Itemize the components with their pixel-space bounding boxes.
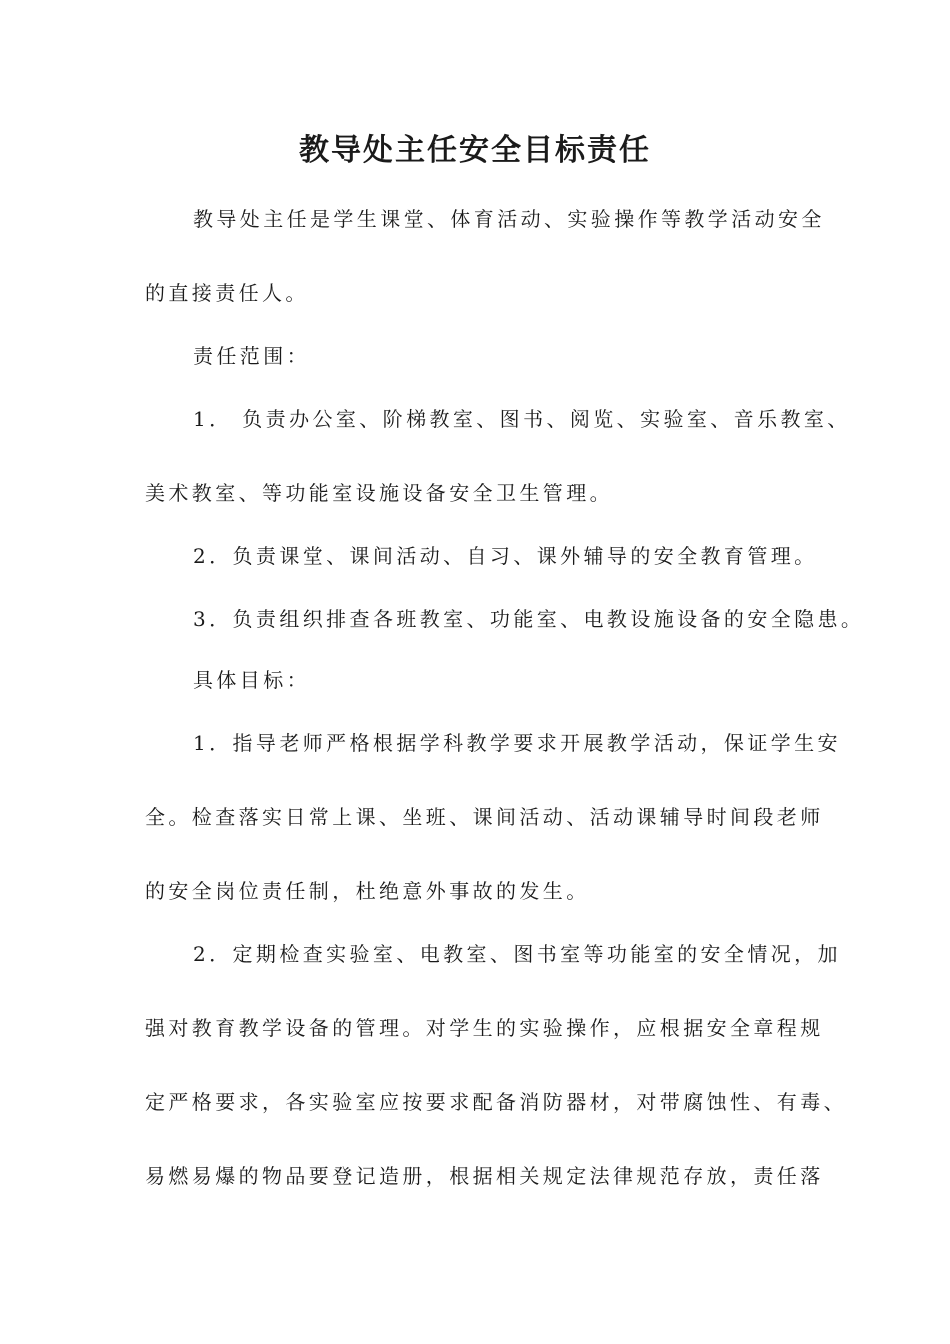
document-title: 教导处主任安全目标责任 bbox=[299, 133, 651, 168]
paragraph-line: 的安全岗位责任制，杜绝意外事故的发生。 bbox=[145, 879, 590, 903]
paragraph-line: 教导处主任是学生课堂、体育活动、实验操作等教学活动安全 bbox=[193, 207, 825, 231]
paragraph-line: 3．负责组织排查各班教室、功能室、电教设施设备的安全隐患。 bbox=[193, 607, 865, 631]
paragraph-line: 1．指导老师严格根据学科教学要求开展教学活动，保证学生安 bbox=[193, 731, 841, 755]
paragraph-line: 的直接责任人。 bbox=[145, 281, 309, 305]
paragraph-line: 易燃易爆的物品要登记造册，根据相关规定法律规范存放，责任落 bbox=[145, 1164, 824, 1188]
section-heading: 具体目标： bbox=[193, 668, 310, 692]
paragraph-line: 强对教育教学设备的管理。对学生的实验操作，应根据安全章程规 bbox=[145, 1016, 824, 1040]
paragraph-line: 2．定期检查实验室、电教室、图书室等功能室的安全情况，加 bbox=[193, 942, 841, 966]
section-heading: 责任范围： bbox=[193, 344, 310, 368]
paragraph-line: 1． 负责办公室、阶梯教室、图书、阅览、实验室、音乐教室、 bbox=[193, 407, 851, 431]
paragraph-line: 美术教室、等功能室设施设备安全卫生管理。 bbox=[145, 481, 613, 505]
paragraph-line: 全。检查落实日常上课、坐班、课间活动、活动课辅导时间段老师 bbox=[145, 805, 824, 829]
paragraph-line: 2．负责课堂、课间活动、自习、课外辅导的安全教育管理。 bbox=[193, 544, 818, 568]
paragraph-line: 定严格要求，各实验室应按要求配备消防器材，对带腐蚀性、有毒、 bbox=[145, 1090, 847, 1114]
